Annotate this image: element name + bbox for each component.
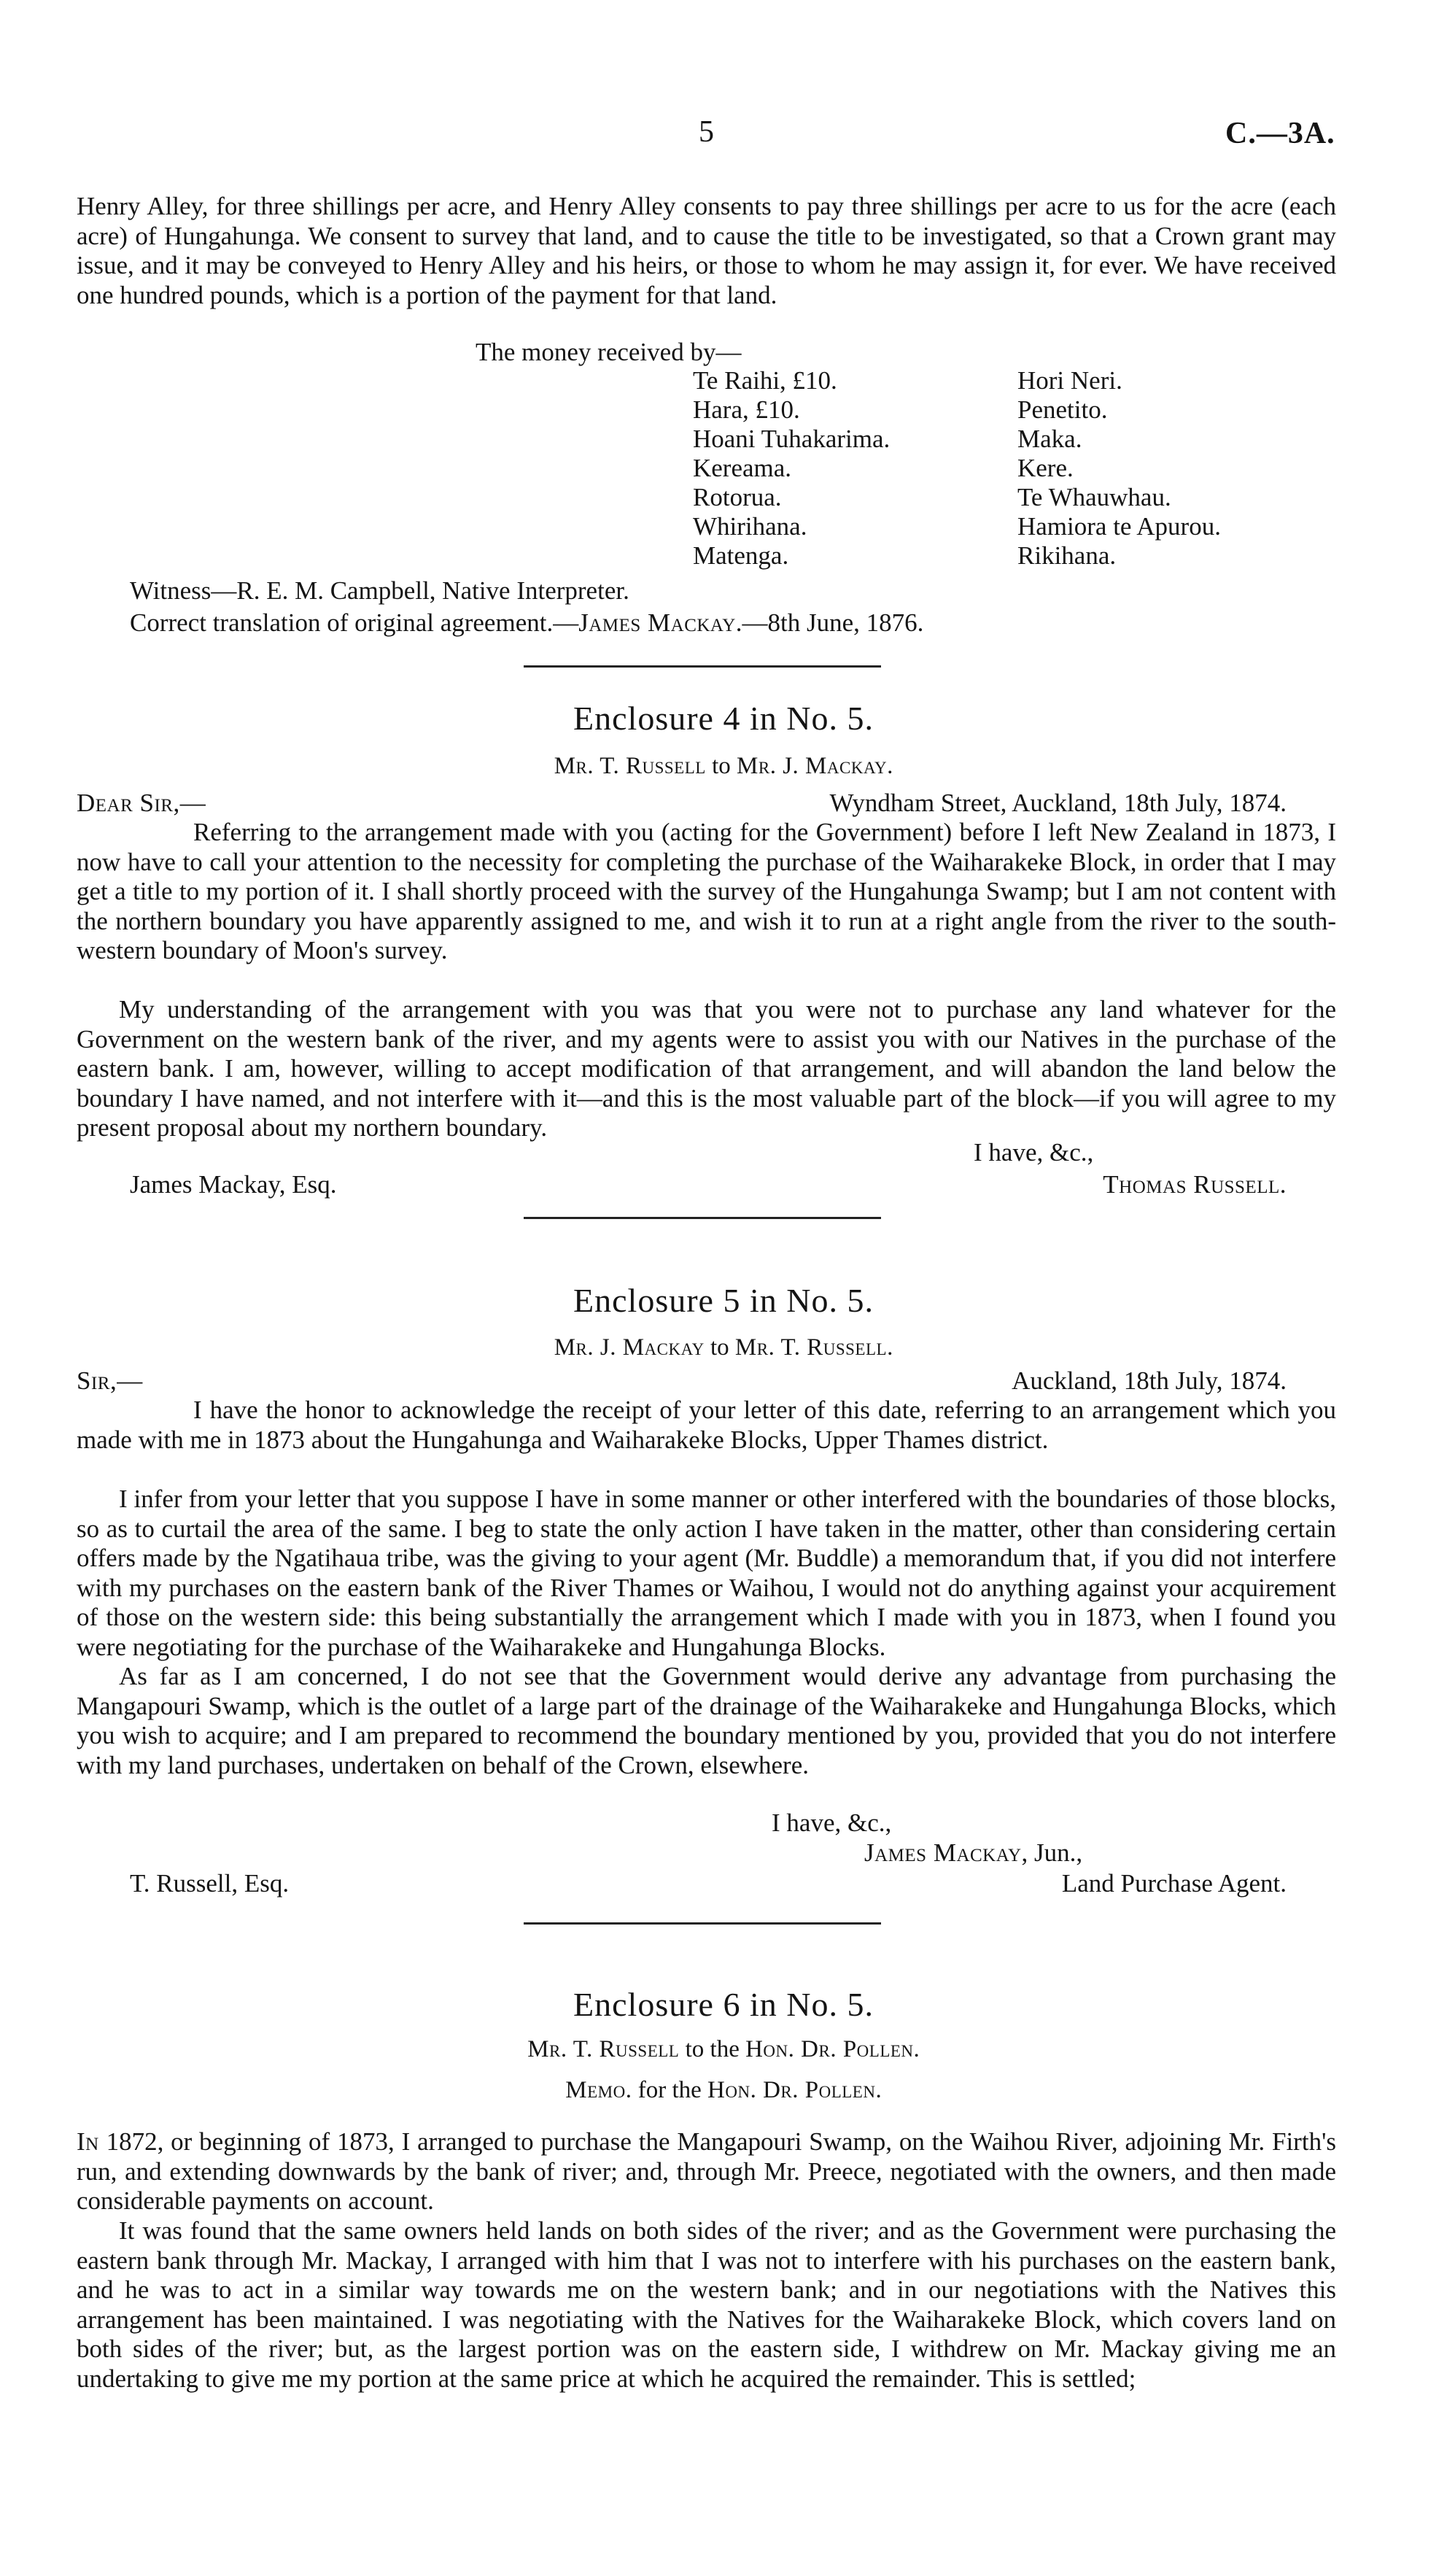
enclosure-5-paragraph: I infer from your letter that you suppose I have in some manner or other interfered with the boundaries of those blocks, so as to curtail the area of the same. I beg to state the only action I have taken in the matter, other than considering certain offers made by the Ngatihaua tribe, was the giving to your agent (Mr. Buddle) a memorandum that, if you did not interfere with my purchases on the eastern bank of the River Thames or Waihou, I would not do anything against your acquirement of those on the western side: this being substantially the arrangement which I made with you in 1873, when I found you were negotiating for the purchase of the Waiharakeke and Hungahunga Blocks.: [77, 1485, 1336, 1661]
recipients-left-column: [693, 366, 890, 570]
enclosure-5-signature-title: Land Purchase Agent.: [1061, 1869, 1287, 1898]
document-reference: C.—3A.: [1225, 117, 1335, 150]
page-number: 5: [699, 115, 714, 149]
enclosure-5-addressee: T. Russell, Esq.: [130, 1869, 290, 1898]
recipient-name: Hori Neri.: [1017, 366, 1122, 395]
enclosure-6-title: Enclosure 6 in No. 5.: [573, 1986, 874, 2023]
enclosure-5-address-date: Auckland, 18th July, 1874.: [1012, 1366, 1287, 1395]
punctuation: .: [913, 2036, 920, 2062]
paragraph-text: 1872, or beginning of 1873, I arranged to purchase the Mangapouri Swamp, on the Waihou River, adjoining Mr. Firth's run, and extending downwards by the bank of river; and, through Mr. Preece, negotiated with the owners, and then made considerable payments on account.: [77, 2127, 1336, 2215]
enclosure-4-address-date: Wyndham Street, Auckland, 18th July, 1874.: [829, 789, 1287, 817]
signature-name: James Mackay: [864, 1838, 1022, 1867]
letter-sender: Mr. J. Mackay: [554, 1334, 705, 1361]
connector: for the: [632, 2077, 708, 2103]
recipient-name: Hamiora te Apurou.: [1017, 512, 1221, 541]
recipient-name: Te Whauwhau.: [1017, 483, 1171, 511]
letter-sender: Mr. T. Russell: [554, 753, 706, 779]
memo-recipient: Hon. Dr. Pollen: [707, 2077, 876, 2103]
first-word: In: [77, 2127, 99, 2156]
enclosure-6-memo-heading: [0, 2076, 1447, 2104]
recipient-name: Hara, £10.: [693, 395, 800, 424]
enclosure-4-closing: I have, &c.,: [974, 1138, 1094, 1167]
agreement-paragraph: Henry Alley, for three shillings per acre, and Henry Alley consents to pay three shillings per acre to us for the acre (each acre) of Hungahunga. We consent to survey that land, and to cause the title to be investigated, so that a Crown grant may issue, and it may be conveyed to Henry Alley and his heirs, or those to whom he may assign it, for ever. We have received one hundred pounds, which is a portion of the payment for that land.: [77, 192, 1336, 309]
witness-line: Witness—R. E. M. Campbell, Native Interpreter.: [130, 576, 629, 605]
translator-name: James Mackay: [578, 608, 736, 637]
connector: to the: [679, 2036, 746, 2062]
enclosure-6-paragraph: It was found that the same owners held lands on both sides of the river; and as the Government were purchasing the eastern bank through Mr. Mackay, I arranged with him that I was not to interfere with his purchases on the eastern bank, and he was to act in a similar way towards me on the western bank; and in our negotiations with the Natives this arrangement has been maintained. I was negotiating with the Natives for the Waiharakeke Block, which covers land on both sides of the river; but, as the largest portion was on the eastern side, I withdrew on Mr. Mackay giving me an undertaking to give me my portion at the same price at which he acquired the remainder. This is settled;: [77, 2216, 1336, 2393]
recipient-name: Hoani Tuhakarima.: [693, 425, 891, 453]
section-divider: [524, 1922, 881, 1925]
enclosure-5-title: Enclosure 5 in No. 5.: [573, 1282, 874, 1319]
enclosure-4-subtitle: [0, 752, 1447, 780]
enclosure-5-salutation: Sir,—: [77, 1366, 143, 1395]
enclosure-5-signature: [864, 1838, 1082, 1868]
connector: to: [705, 753, 737, 779]
letter-recipient: Mr. T. Russell: [734, 1334, 888, 1361]
recipients-right-column: [1017, 366, 1221, 570]
punctuation: .: [875, 2077, 882, 2103]
enclosure-6-paragraph: [77, 2127, 1336, 2216]
enclosure-5-paragraph: I have the honor to acknowledge the receipt of your letter of this date, referring to an arrangement which you made with me in 1873 about the Hungahunga and Waiharakeke Blocks, Upper Thames district.: [77, 1396, 1336, 1454]
section-divider: [524, 1217, 881, 1219]
recipient-name: Maka.: [1017, 425, 1082, 453]
signature-suffix: , Jun.,: [1021, 1838, 1083, 1867]
section-divider: [524, 665, 881, 668]
enclosure-5-paragraph: As far as I am concerned, I do not see that the Government would derive any advantage from purchasing the Mangapouri Swamp, which is the outlet of a large part of the drainage of the Waiharakeke and Hungahunga Blocks, which you wish to acquire; and I am prepared to recommend the boundary mentioned by you, provided that you do not interfere with my land purchases, undertaken on behalf of the Crown, elsewhere.: [77, 1662, 1336, 1779]
punctuation: .: [887, 1334, 893, 1361]
recipient-name: Matenga.: [693, 541, 789, 570]
letter-recipient: Hon. Dr. Pollen: [745, 2036, 914, 2062]
enclosure-6-subtitle: [0, 2035, 1447, 2063]
translation-suffix: .—8th June, 1876.: [735, 608, 924, 637]
recipient-name: Penetito.: [1017, 395, 1108, 424]
enclosure-5-closing: I have, &c.,: [772, 1809, 892, 1837]
enclosure-5-subtitle: [0, 1334, 1447, 1361]
punctuation: .: [887, 753, 893, 779]
enclosure-4-paragraph: Referring to the arrangement made with you (acting for the Government) before I left New Zealand in 1873, I now have to call your attention to the necessity for completing the purchase of the Waiharakeke Block, in order that I may get a title to my portion of it. I shall shortly proceed with the survey of the Hungahunga Swamp; but I am not content with the northern boundary you have apparently assigned to me, and wish it to run at a right angle from the river to the south-western boundary of Moon's survey.: [77, 818, 1336, 964]
recipient-name: Kereama.: [693, 454, 792, 482]
money-received-label: The money received by—: [476, 338, 742, 366]
translation-line: [130, 608, 923, 638]
recipient-name: Whirihana.: [693, 512, 807, 541]
recipient-name: Rotorua.: [693, 483, 782, 511]
enclosure-4-paragraph: My understanding of the arrangement with you was that you were not to purchase any land whatever for the Government on the western bank of the river, and my agents were to assist you with our Natives in the purchase of the eastern bank. I am, however, willing to accept modification of that arrangement, and will abandon the land below the boundary I have named, and not interfere with it—and this is the most valuable part of the block—if you will agree to my present proposal about my northern boundary.: [77, 995, 1336, 1142]
translation-prefix: Correct translation of original agreement.—: [130, 608, 579, 637]
connector: to: [704, 1334, 735, 1361]
enclosure-4-title: Enclosure 4 in No. 5.: [573, 700, 874, 737]
recipient-name: Rikihana.: [1017, 541, 1117, 570]
recipient-name: Te Raihi, £10.: [693, 366, 837, 395]
letter-recipient: Mr. J. Mackay: [737, 753, 888, 779]
enclosure-4-salutation: Dear Sir,—: [77, 789, 206, 817]
enclosure-4-addressee: James Mackay, Esq.: [130, 1170, 337, 1199]
recipient-name: Kere.: [1017, 454, 1074, 482]
enclosure-4-signature: Thomas Russell.: [1103, 1170, 1287, 1199]
memo-label: Memo.: [565, 2077, 632, 2103]
letter-sender: Mr. T. Russell: [527, 2036, 680, 2062]
